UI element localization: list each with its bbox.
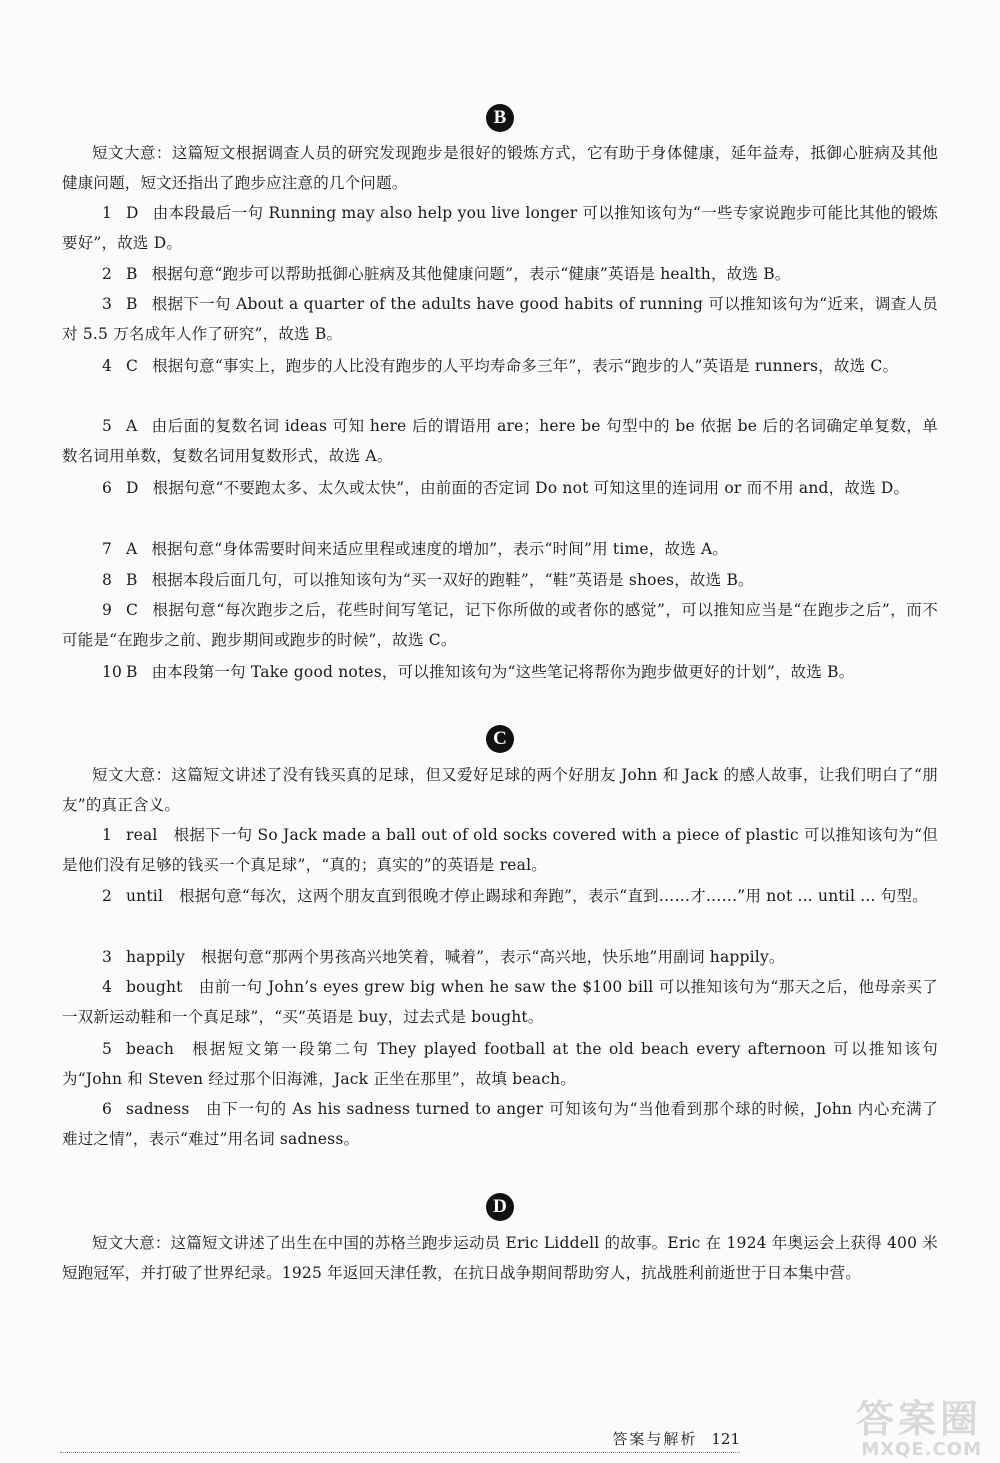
answer-b-2: 2 B 根据句意“跑步可以帮助抵御心脏病及其他健康问题”，表示“健康”英语是 health，故选 B。 (102, 265, 791, 283)
page-number: 121 (711, 1430, 740, 1448)
answer-b-10: 10 B 由本段第一句 Take good notes，可以推知该句为“这些笔记将帮你为跑步做更好的计划”，故选 B。 (102, 663, 855, 681)
answer-b-3: 3 B 根据下一句 About a quarter of the adults have good habits of running 可以推知该句为“近来，调查人员对 5.5 万名成年人作了研究”，故选 B。 (62, 295, 938, 343)
answer-b-8: 8 B 根据本段后面几句，可以推知该句为“买一双好的跑鞋”，“鞋”英语是 shoes，故选 B。 (102, 571, 754, 589)
answer-c-5: 5 beach 根据短文第一段第二句 They played football at the old beach every afternoon 可以推知该句为“John 和 Steven 经过那个旧海滩，Jack 正坐在那里”，故填 beach。 (62, 1040, 938, 1088)
section-b-header (0, 104, 1000, 132)
answer-c-1: 1 real 根据下一句 So Jack made a ball out of old socks covered with a piece of plastic 可以推知该句为“但是他们没有足够的钱买一个真足球”，“真的；真实的”的英语是 real。 (62, 826, 938, 874)
answer-b-6: 6 D 根据句意“不要跑太多、太久或太快”，由前面的否定词 Do not 可知这里的连词用 or 而不用 and，故选 D。 (102, 479, 910, 497)
section-d-summary: 短文大意：这篇短文讲述了出生在中国的苏格兰跑步运动员 Eric Liddell 的故事。Eric 在 1924 年奥运会上获得 400 米短跑冠军，并打破了世界纪录。1925 年返回天津任教，在抗日战争期间帮助穷人，抗战胜利前逝世于日本集中营。 (62, 1234, 938, 1282)
answer-b-7: 7 A 根据句意“身体需要时间来适应里程或速度的增加”，表示“时间”用 time，故选 A。 (102, 540, 729, 558)
answer-c-6: 6 sadness 由下一句的 As his sadness turned to anger 可知该句为“当他看到那个球的时候，John 内心充满了难过之情”，表示“难过”用名词 sadness。 (62, 1100, 938, 1148)
page-footer (60, 1428, 740, 1453)
answer-b-5: 5 A 由后面的复数名词 ideas 可知 here 后的谓语用 are；here be 句型中的 be 依据 be 后的名词确定单复数，单数名词用单数，复数名词用复数形式，故选 A。 (62, 417, 938, 465)
section-d-header (0, 1193, 1000, 1221)
footer-label: 答案与解析 (612, 1430, 698, 1448)
section-c-badge: C (486, 725, 514, 753)
section-c-summary: 短文大意：这篇短文讲述了没有钱买真的足球，但又爱好足球的两个好朋友 John 和 Jack 的感人故事，让我们明白了“朋友”的真正含义。 (62, 766, 938, 814)
answer-b-4: 4 C 根据句意“事实上，跑步的人比没有跑步的人平均寿命多三年”，表示“跑步的人”英语是 runners，故选 C。 (102, 357, 899, 375)
watermark-logo: 答案圈 MXQE.COM (855, 1397, 982, 1460)
section-b-summary: 短文大意：这篇短文根据调查人员的研究发现跑步是很好的锻炼方式，它有助于身体健康，延年益寿，抵御心脏病及其他健康问题，短文还指出了跑步应注意的几个问题。 (62, 144, 938, 192)
answer-b-1: 1 D 由本段最后一句 Running may also help you live longer 可以推知该句为“一些专家说跑步可能比其他的锻炼要好”，故选 D。 (62, 204, 938, 252)
section-b-badge: B (486, 104, 514, 132)
section-d-badge: D (486, 1193, 514, 1221)
answer-c-4: 4 bought 由前一句 John’s eyes grew big when he saw the $100 bill 可以推知该句为“那天之后，他母亲买了一双新运动鞋和一个真足球”，“买”英语是 buy，过去式是 bought。 (62, 978, 938, 1026)
answer-c-2: 2 until 根据句意“每次，这两个朋友直到很晚才停止踢球和奔跑”，表示“直到……才……”用 not ... until ... 句型。 (102, 887, 928, 905)
answer-b-9: 9 C 根据句意“每次跑步之后，花些时间写笔记，记下你所做的或者你的感觉”，可以推知应当是“在跑步之后”，而不可能是“在跑步之前、跑步期间或跑步的时候”，故选 C。 (62, 601, 938, 649)
section-c-header (0, 725, 1000, 753)
answer-c-3: 3 happily 根据句意“那两个男孩高兴地笑着，喊着”，表示“高兴地，快乐地”用副词 happily。 (102, 948, 785, 966)
